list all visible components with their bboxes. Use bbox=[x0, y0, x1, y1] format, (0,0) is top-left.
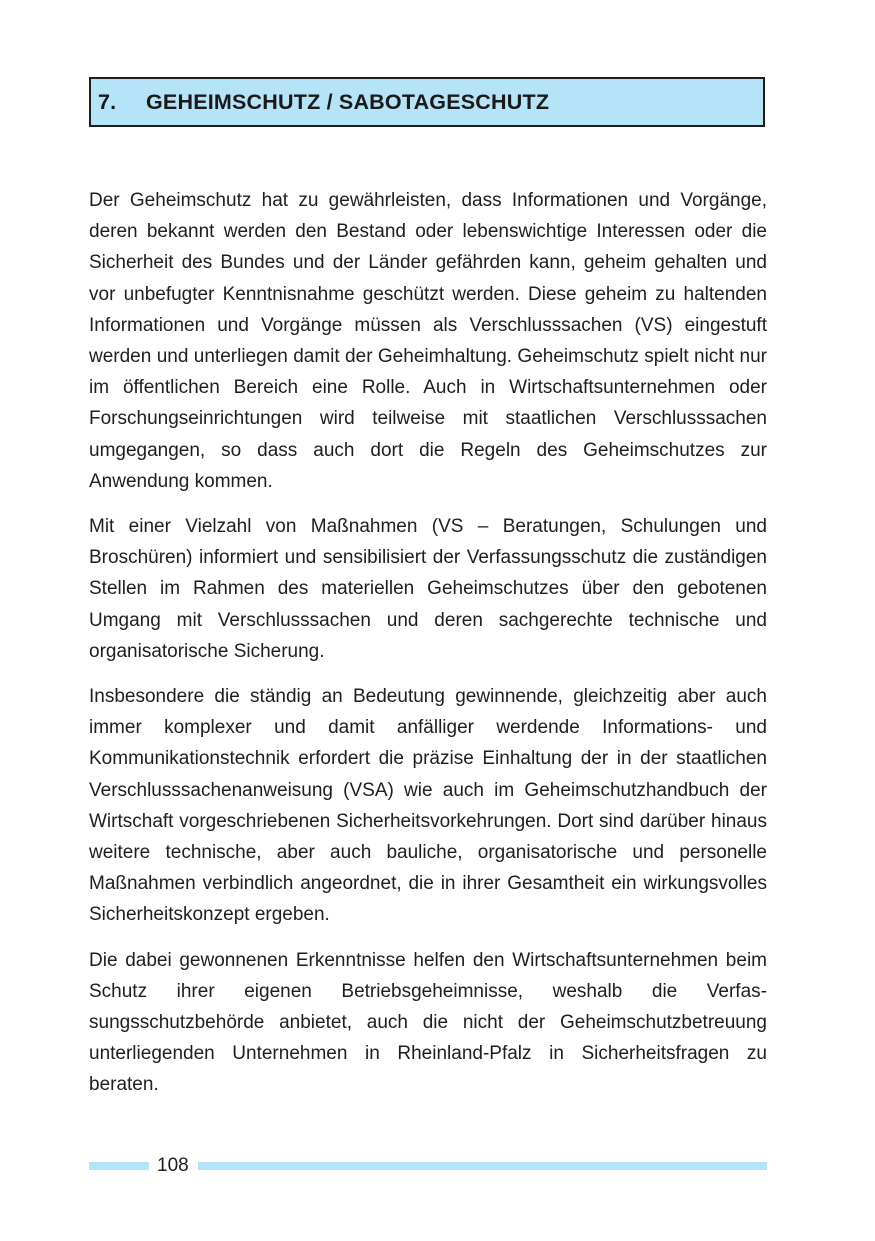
body-text bbox=[89, 185, 767, 1115]
paragraph-1: Der Geheimschutz hat zu gewährleisten, dass Informationen und Vorgänge, deren bekannt werden den Bestand oder lebenswichtige Interessen oder die Sicherheit des Bundes und der Länder gefährden kann, geheim gehalten und vor unbefugter Kenntnisnahme geschützt werden. Diese geheim zu haltenden Informationen und Vorgänge müssen als Verschlusssachen (VS) eingestuft werden und unterliegen damit der Geheimhaltung. Geheimschutz spielt nicht nur im öffentlichen Bereich eine Rolle. Auch in Wirtschaftsunternehmen oder Forschungseinrichtungen wird teilweise mit staatlichen Verschlusssachen umgegangen, so dass auch dort die Regeln des Geheimschutzes zur Anwendung kommen. bbox=[89, 190, 767, 492]
paragraph-4: Die dabei gewonnenen Erkenntnisse helfen den Wirtschaftsunternehmen beim Schutz ihrer eigenen Betriebsgeheimnisse, weshalb die Verfassungsschutzbehörde anbietet, auch die nicht der Geheimschutzbetreuung unterliegenden Unternehmen in Rheinland-Pfalz in Sicherheitsfragen zu beraten. bbox=[89, 949, 767, 1096]
paragraph-3: Insbesondere die ständig an Bedeutung gewinnende, gleichzeitig aber auch immer komplexer und damit anfälliger werdende Informations- und Kommunikationstechnik erfordert die präzise Einhaltung der in der staatlichen Verschlusssachenanweisung (VSA) wie auch im Geheimschutzhandbuch der Wirtschaft vorgeschriebenen Sicherheitsvorkehrungen. Dort sind darüber hinaus weitere technische, aber auch bauliche, organisatorische und personelle Maßnahmen verbindlich angeordnet, die in ihrer Gesamtheit ein wirkungsvolles Sicherheitskonzept ergeben. bbox=[89, 686, 767, 926]
footer-rule-left bbox=[89, 1162, 149, 1170]
section-heading-box bbox=[89, 77, 765, 127]
section-number: 7. bbox=[98, 89, 117, 114]
page-number: 108 bbox=[157, 1155, 189, 1176]
page-footer bbox=[89, 1153, 767, 1179]
section-title: GEHEIMSCHUTZ / SABOTAGESCHUTZ bbox=[146, 89, 550, 114]
footer-rule-right bbox=[198, 1162, 767, 1170]
paragraph-2: Mit einer Vielzahl von Maßnahmen (VS – Beratungen, Schulungen und Broschüren) informiert und sensibilisiert der Verfassungsschutz die zuständigen Stellen im Rahmen des materiellen Geheimschutzes über den gebotenen Umgang mit Verschlusssachen und deren sachgerechte technische und organisatorische Sicherung. bbox=[89, 516, 767, 662]
